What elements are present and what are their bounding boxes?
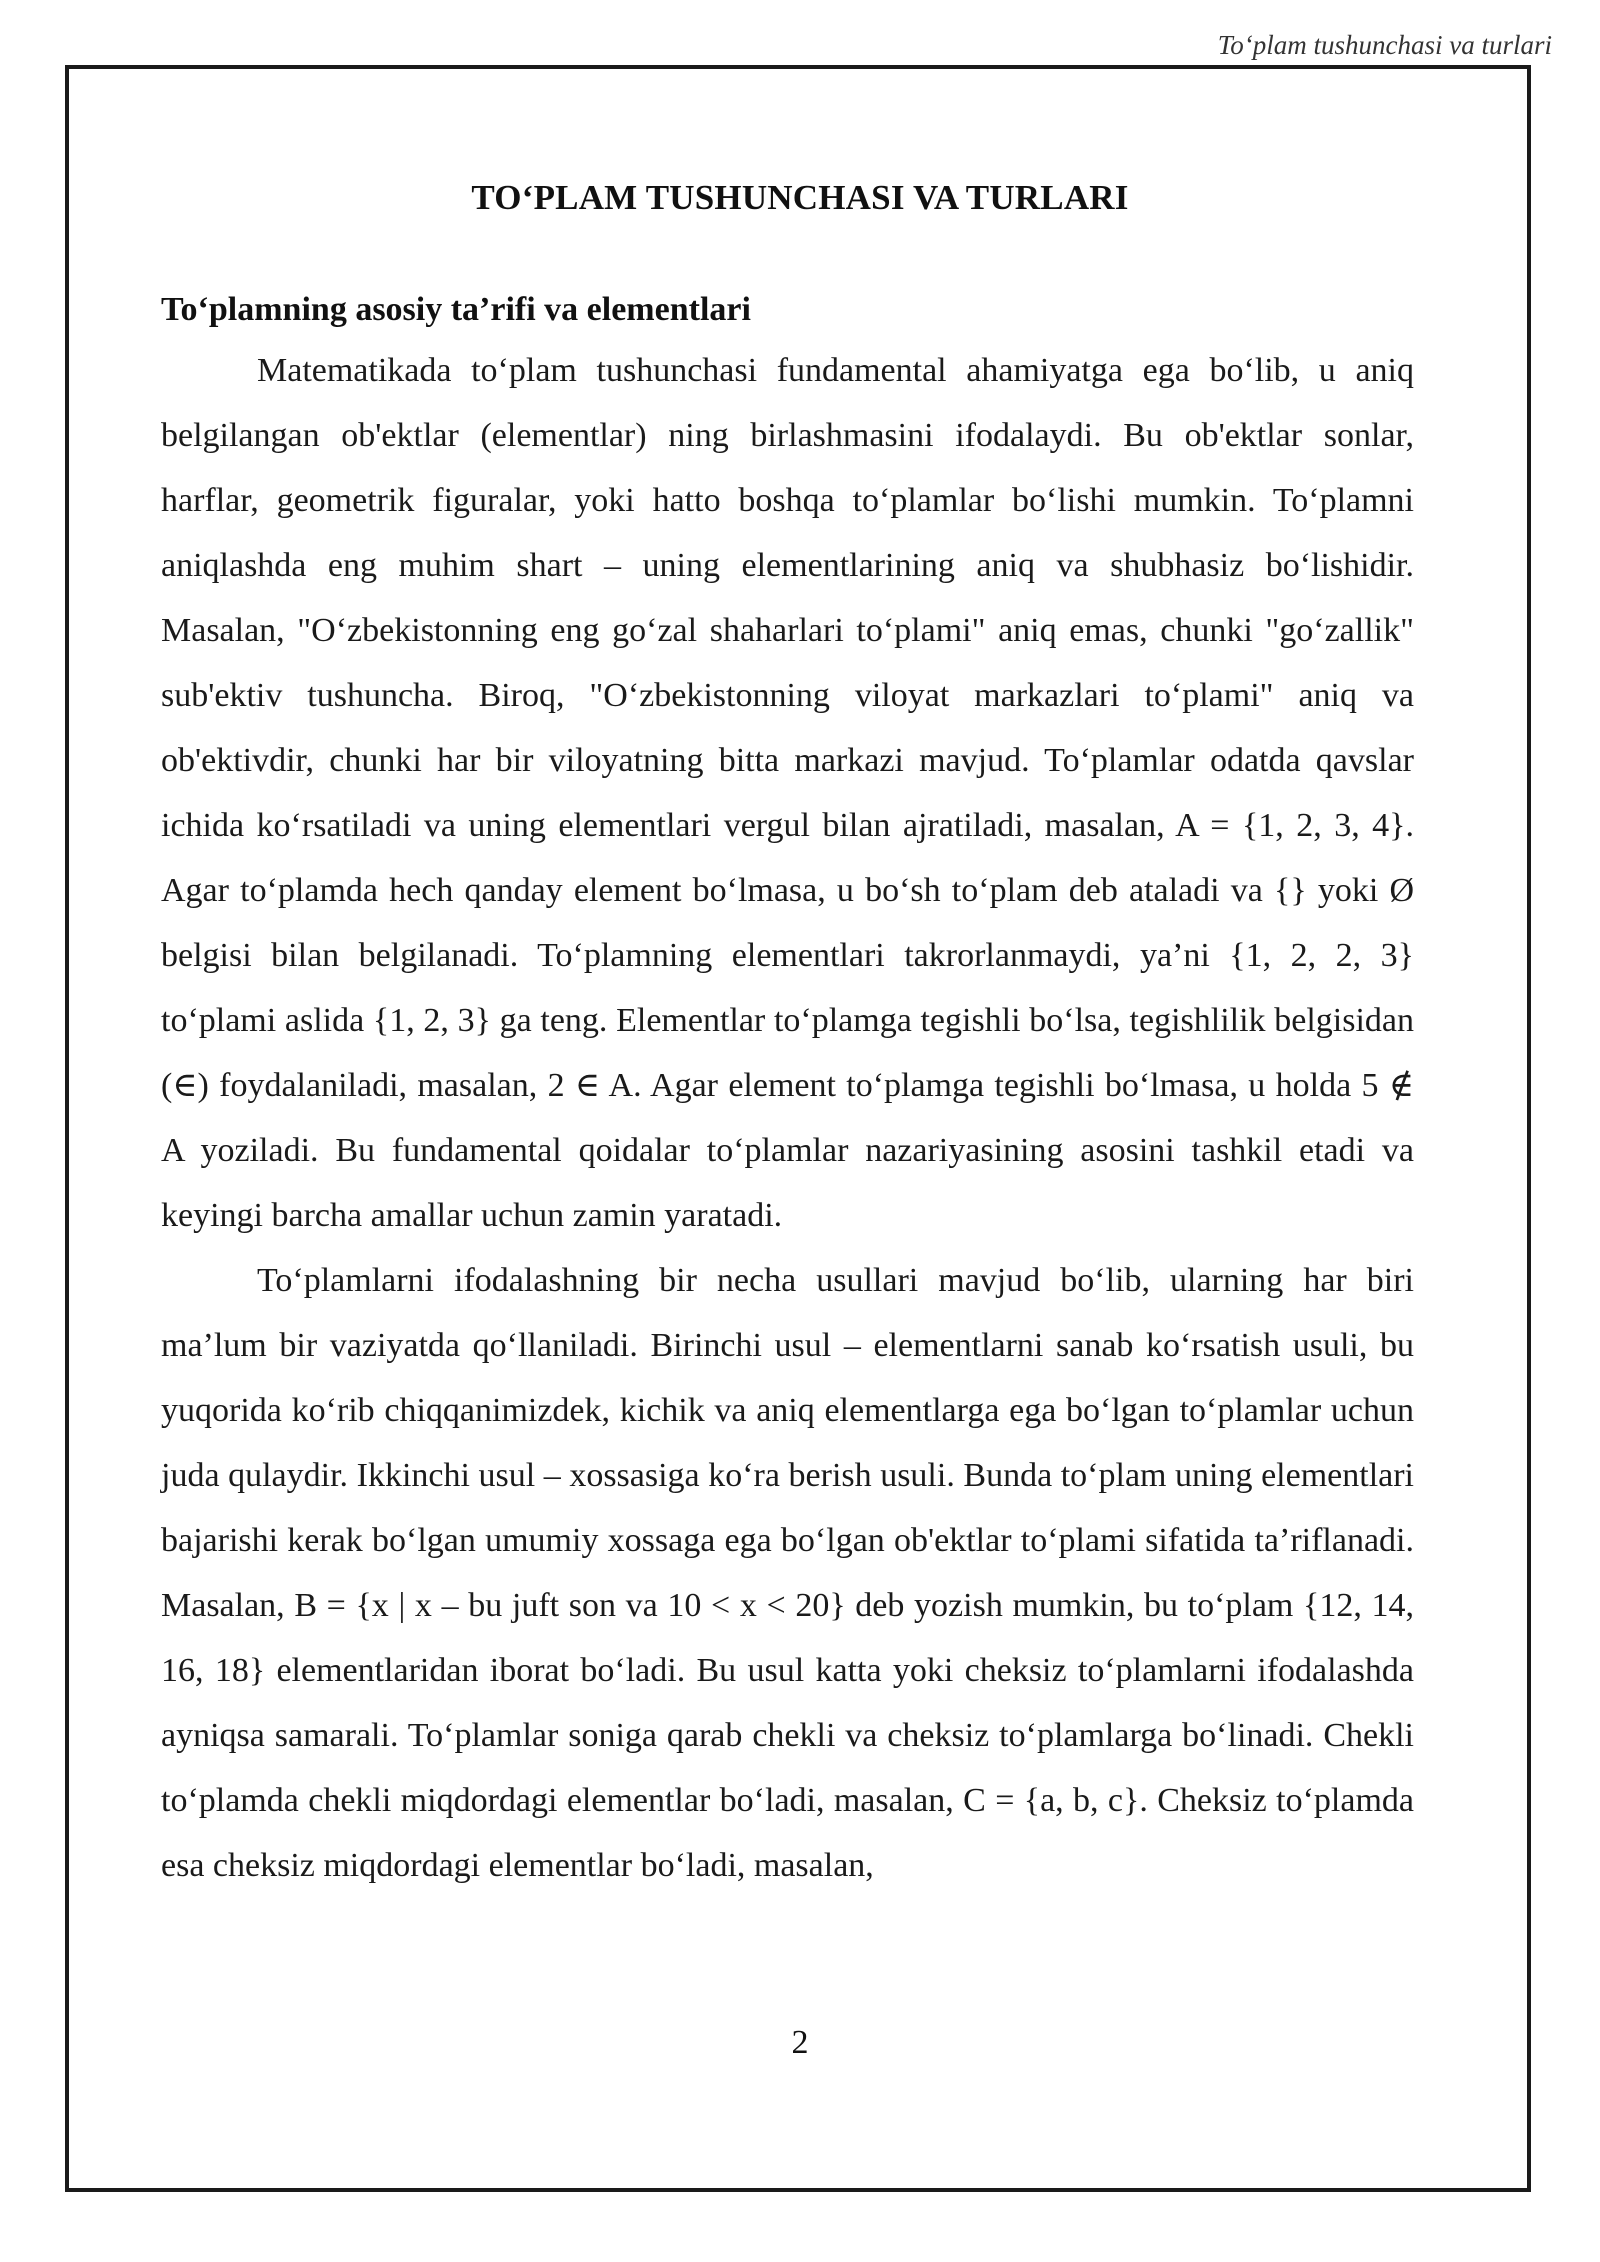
body-text	[161, 338, 1414, 1898]
document-title: TO‘PLAM TUSHUNCHASI VA TURLARI	[471, 178, 1129, 218]
paragraph-representation-methods: To‘plamlarni ifodalashning bir necha usullari mavjud bo‘lib, ularning har biri ma’lum bir vaziyatda qo‘llaniladi. Birinchi usul – elementlarni sanab ko‘rsatish usuli, bu yuqorida ko‘rib chiqqanimizdek, kichik va aniq elementlarga ega bo‘lgan to‘plamlar uchun juda qulaydir. Ikkinchi usul – xossasiga ko‘ra berish usuli. Bunda to‘plam uning elementlari bajarishi kerak bo‘lgan umumiy xossaga ega bo‘lgan ob'ektlar to‘plami sifatida ta’riflanadi. Masalan, B = {x | x – bu juft son va 10 < x < 20} deb yozish mumkin, bu to‘plam {12, 14, 16, 18} elementlaridan iborat bo‘ladi. Bu usul katta yoki cheksiz to‘plamlarni ifodalashda ayniqsa samarali. To‘plamlar soniga qarab chekli va cheksiz to‘plamlarga bo‘linadi. Chekli to‘plamda chekli miqdordagi elementlar bo‘ladi, masalan, C = {a, b, c}. Cheksiz to‘plamda esa cheksiz miqdordagi elementlar bo‘ladi, masalan,	[161, 1262, 1414, 1884]
running-header: To‘plam tushunchasi va turlari	[1217, 30, 1552, 60]
section-heading: To‘plamning asosiy ta’rifi va elementlari	[161, 291, 751, 329]
page-number: 2	[791, 2024, 809, 2061]
paragraph-definition: Matematikada to‘plam tushunchasi fundamental ahamiyatga ega bo‘lib, u aniq belgilangan ob'ektlar (elementlar) ning birlashmasini ifodalaydi. Bu ob'ektlar sonlar, harflar, geometrik figuralar, yoki hatto boshqa to‘plamlar bo‘lishi mumkin. To‘plamni aniqlashda eng muhim shart – uning elementlarining aniq va shubhasiz bo‘lishidir. Masalan, "O‘zbekistonning eng go‘zal shaharlari to‘plami" aniq emas, chunki "go‘zallik" sub'ektiv tushuncha. Biroq, "O‘zbekistonning viloyat markazlari to‘plami" aniq va ob'ektivdir, chunki har bir viloyatning bitta markazi mavjud. To‘plamlar odatda qavslar ichida ko‘rsatiladi va uning elementlari vergul bilan ajratiladi, masalan, A = {1, 2, 3, 4}. Agar to‘plamda hech qanday element bo‘lmasa, u bo‘sh to‘plam deb ataladi va {} yoki Ø belgisi bilan belgilanadi. To‘plamning elementlari takrorlanmaydi, ya’ni {1, 2, 2, 3} to‘plami aslida {1, 2, 3} ga teng. Elementlar to‘plamga tegishli bo‘lsa, tegishlilik belgisidan (∈) foydalaniladi, masalan, 2 ∈ A. Agar element to‘plamga tegishli bo‘lmasa, u holda 5 ∉ A yoziladi. Bu fundamental qoidalar to‘plamlar nazariyasining asosini tashkil etadi va keyingi barcha amallar uchun zamin yaratadi.	[161, 352, 1414, 1234]
